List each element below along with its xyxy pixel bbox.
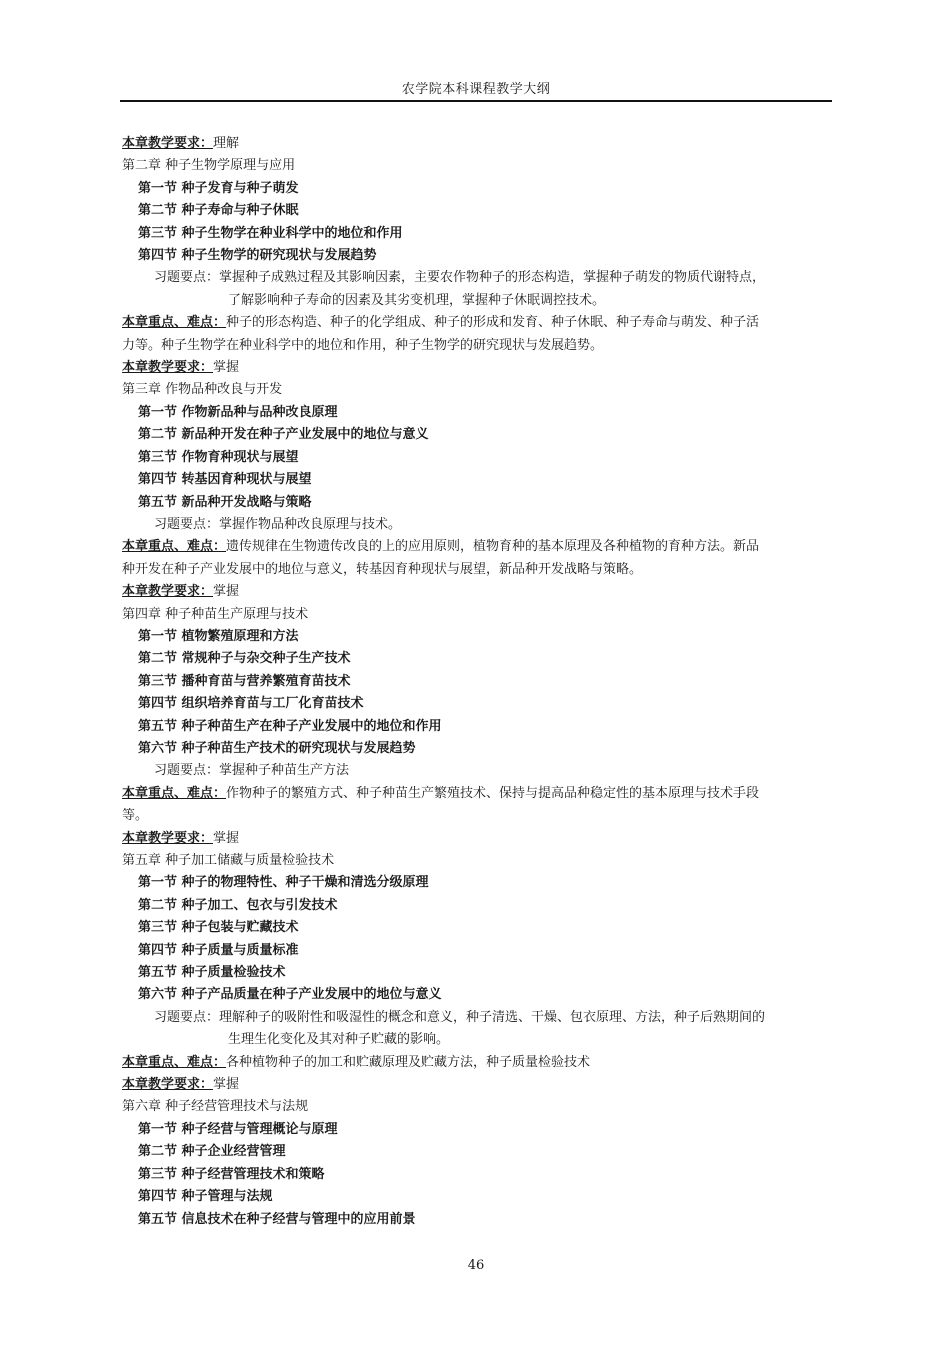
key-points-label: 本章重点、难点： [122,539,227,555]
teaching-requirement [122,581,830,603]
section-title: 第一节 种子发育与种子萌发 [138,180,299,196]
key-points [122,1052,830,1074]
chapter-title: 第四章 种子种苗生产原理与技术 [122,606,309,622]
requirement-value: 掌握 [213,360,240,376]
page-number: 46 [467,1258,485,1273]
key-points-label: 本章重点、难点： [122,785,227,801]
key-points-cont: 力等。种子生物学在种业科学中的地位和作用，种子生物学的研究现状与发展趋势。 [122,337,604,353]
exercise-points: 习题要点：掌握作物品种改良原理与技术。 [154,516,402,532]
requirement-label: 本章教学要求： [122,136,214,151]
section-title: 第三节 作物育种现状与展望 [138,449,299,465]
section-title: 第三节 种子生物学在种业科学中的地位和作用 [138,225,403,241]
section-title: 第三节 播种育苗与营养繁殖育苗技术 [138,673,351,689]
teaching-requirement [122,133,830,155]
section-title: 第二节 常规种子与杂交种子生产技术 [138,651,351,667]
section-title: 第二节 新品种开发在种子产业发展中的地位与意义 [138,427,429,443]
section-title: 第六节 种子种苗生产技术的研究现状与发展趋势 [138,740,416,756]
section-title: 第四节 转基因育种现状与展望 [138,472,312,488]
key-points-cont: 等。 [122,808,149,824]
section-title: 第四节 种子生物学的研究现状与发展趋势 [138,248,377,264]
chapter-title: 第五章 种子加工储藏与质量检验技术 [122,853,335,868]
key-points-label: 本章重点、难点： [122,1054,227,1070]
exercise-points-cont: 了解影响种子寿命的因素及其劣变机理，掌握种子休眠调控技术。 [228,292,606,308]
section-title: 第五节 信息技术在种子经营与管理中的应用前景 [138,1211,416,1227]
exercise-points: 习题要点：理解种子的吸附性和吸湿性的概念和意义，种子清选、干燥、包衣原理、方法，种子后熟期间的 [154,1009,766,1025]
key-points-text: 各种植物种子的加工和贮藏原理及贮藏方法，种子质量检验技术 [226,1054,591,1070]
requirement-label: 本章教学要求： [122,1077,214,1093]
teaching-requirement [122,357,830,379]
exercise-points: 习题要点：掌握种子成熟过程及其影响因素，主要农作物种子的形态构造，掌握种子萌发的物质代谢特点， [154,270,766,286]
requirement-value: 掌握 [213,584,240,600]
key-points-text: 遗传规律在生物遗传改良的上的应用原则，植物育种的基本原理及各种植物的育种方法。新品 [226,539,760,555]
section-title: 第三节 种子经营管理技术和策略 [138,1166,325,1182]
section-title: 第二节 种子加工、包衣与引发技术 [138,897,338,913]
key-points-label: 本章重点、难点： [122,315,227,331]
section-title: 第一节 植物繁殖原理和方法 [138,628,299,644]
key-points-text: 作物种子的繁殖方式、种子种苗生产繁殖技术、保持与提高品种稳定性的基本原理与技术手段 [226,785,760,801]
exercise-points: 习题要点：掌握种子种苗生产方法 [154,763,350,779]
section-title: 第一节 种子经营与管理概论与原理 [138,1121,338,1137]
chapter-title: 第三章 作物品种改良与开发 [122,382,283,398]
section-title: 第五节 种子质量检验技术 [138,965,286,981]
requirement-value: 理解 [213,136,240,151]
section-title: 第三节 种子包装与贮藏技术 [138,920,299,936]
requirement-label: 本章教学要求： [122,360,214,376]
section-title: 第一节 作物新品种与品种改良原理 [138,404,338,420]
section-title: 第五节 新品种开发战略与策略 [138,494,312,510]
section-title: 第五节 种子种苗生产在种子产业发展中的地位和作用 [138,718,442,734]
teaching-requirement [122,828,830,850]
section-title: 第六节 种子产品质量在种子产业发展中的地位与意义 [138,987,442,1003]
requirement-value: 掌握 [213,1077,240,1093]
key-points-cont: 种开发在种子产业发展中的地位与意义，转基因育种现状与展望，新品种开发战略与策略。 [122,561,643,577]
key-points-text: 种子的形态构造、种子的化学组成、种子的形成和发育、种子休眠、种子寿命与萌发、种子活 [226,315,760,331]
section-title: 第一节 种子的物理特性、种子干燥和清选分级原理 [138,875,429,891]
section-title: 第四节 种子质量与质量标准 [138,942,299,958]
page-body [122,133,830,1231]
key-points [122,536,830,558]
section-title: 第二节 种子寿命与种子休眠 [138,203,299,219]
chapter-title: 第六章 种子经营管理技术与法规 [122,1099,309,1115]
section-title: 第四节 种子管理与法规 [138,1189,273,1205]
requirement-label: 本章教学要求： [122,584,214,600]
key-points [122,783,830,805]
header-rule [120,100,832,102]
key-points [122,312,830,334]
requirement-label: 本章教学要求： [122,830,214,846]
running-header: 农学院本科课程教学大纲 [401,82,551,97]
requirement-value: 掌握 [213,830,240,846]
section-title: 第四节 组织培养育苗与工厂化育苗技术 [138,696,364,712]
section-title: 第二节 种子企业经营管理 [138,1144,286,1160]
exercise-points-cont: 生理生化变化及其对种子贮藏的影响。 [228,1032,450,1048]
teaching-requirement [122,1074,830,1096]
chapter-title: 第二章 种子生物学原理与应用 [122,158,296,174]
